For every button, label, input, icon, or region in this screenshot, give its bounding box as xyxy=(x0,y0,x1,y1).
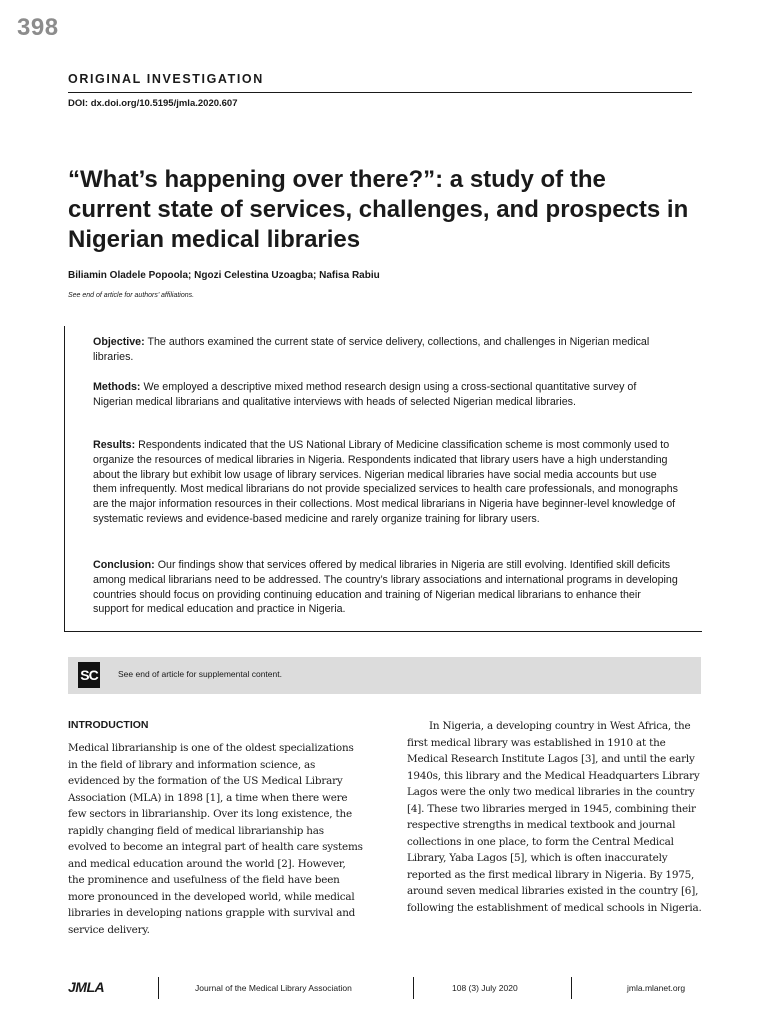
supplemental-content-bar[interactable] xyxy=(68,657,701,694)
title-line-3: Nigerian medical libraries xyxy=(68,226,361,253)
abstract-objective xyxy=(93,335,678,365)
objective-text: The authors examined the current state of service delivery, collections, and challenges in Nigerian medical libraries. xyxy=(93,336,650,363)
affiliations-note: See end of article for authors’ affiliations. xyxy=(68,292,195,299)
page-footer xyxy=(0,975,768,1001)
methods-label: Methods: xyxy=(93,381,141,393)
section-label: ORIGINAL INVESTIGATION xyxy=(68,72,264,86)
abstract-results xyxy=(93,438,678,527)
footer-website-link[interactable]: jmla.mlanet.org xyxy=(627,983,686,993)
jmla-logo: JMLA xyxy=(68,979,105,995)
methods-text: We employed a descriptive mixed method research design using a cross-sectional quantitative survey of Nigerian medical librarians and qualitative interviews with heads of selected Nigerian medical libraries. xyxy=(93,381,637,408)
body-paragraph: In Nigeria, a developing country in West Africa, the first medical library was established in 1910 at the Medical Research Institute Lagos [3], and until the early 1940s, this library and the Medical Headquarters Library Lagos were the only two medical libraries in the country [4]. These two libraries merged in 1945, combining their respective strengths in medical textbook and journal collections in one place, to form the Central Medical Library, Yaba Lagos [5], which is often inaccurately reported as the first medical library in Nigeria. By 1975, around seven medical libraries existed in the country [6], following the establishment of medical schools in Nigeria. xyxy=(407,720,702,914)
abstract-conclusion xyxy=(93,558,678,617)
supplemental-content-icon: SC xyxy=(78,662,100,688)
header-divider xyxy=(68,92,692,93)
abstract-methods xyxy=(93,380,678,410)
footer-divider xyxy=(413,977,414,999)
footer-divider xyxy=(571,977,572,999)
doi-link[interactable]: DOI: dx.doi.org/10.5195/jmla.2020.607 xyxy=(68,98,238,109)
article-title xyxy=(68,165,718,255)
body-column-right xyxy=(407,718,703,916)
footer-divider xyxy=(158,977,159,999)
page-number: 398 xyxy=(17,14,59,41)
conclusion-text: Our findings show that services offered by medical libraries in Nigeria are still evolving. Identified skill deficits among medical librarians need to be addressed. The country’s library associations and international programs in developing countries should focus on providing continuing education and training of Nigerian medical librarians to enhance their support for medical education and practice in Nigeria. xyxy=(93,559,678,616)
footer-journal-name: Journal of the Medical Library Association xyxy=(195,983,352,993)
results-label: Results: xyxy=(93,439,136,451)
body-column-left xyxy=(68,740,364,938)
footer-issue: 108 (3) July 2020 xyxy=(452,983,518,993)
title-line-2: current state of services, challenges, and prospects in xyxy=(68,196,689,223)
title-line-1: “What’s happening over there?”: a study of the xyxy=(68,166,606,193)
conclusion-label: Conclusion: xyxy=(93,559,155,571)
author-list: Biliamin Oladele Popoola; Ngozi Celestina Uzoagba; Nafisa Rabiu xyxy=(68,270,380,281)
objective-label: Objective: xyxy=(93,336,145,348)
results-text: Respondents indicated that the US National Library of Medicine classification scheme is most commonly used to organize the resources of medical libraries in Nigeria. Respondents indicated that library users have a high understanding about the library but exhibit low usage of library services. Nigerian medical libraries have social media accounts but use them infrequently. Most medical librarians do not provide specialized services to health care professionals, and monographs are the major information resources in their collections. Most medical librarians in Nigeria have beginner-level knowledge of systematic reviews and evidence-based medicine and rarely organize training for library users. xyxy=(93,439,678,525)
supplemental-content-note: See end of article for supplemental content. xyxy=(118,669,282,679)
introduction-heading: INTRODUCTION xyxy=(68,719,149,731)
body-paragraph: Medical librarianship is one of the oldest specializations in the field of library and information science, as evidenced by the formation of the US Medical Library Association (MLA) in 1898 [1], a time when there were few sectors in librarianship. Over its long existence, the rapidly changing field of medical librarianship has evolved to become an integral part of health care systems and medical education around the world [2]. However, the prominence and usefulness of the field have been more pronounced in the developed world, while medical libraries in developing nations grapple with survival and service delivery. xyxy=(68,742,363,936)
